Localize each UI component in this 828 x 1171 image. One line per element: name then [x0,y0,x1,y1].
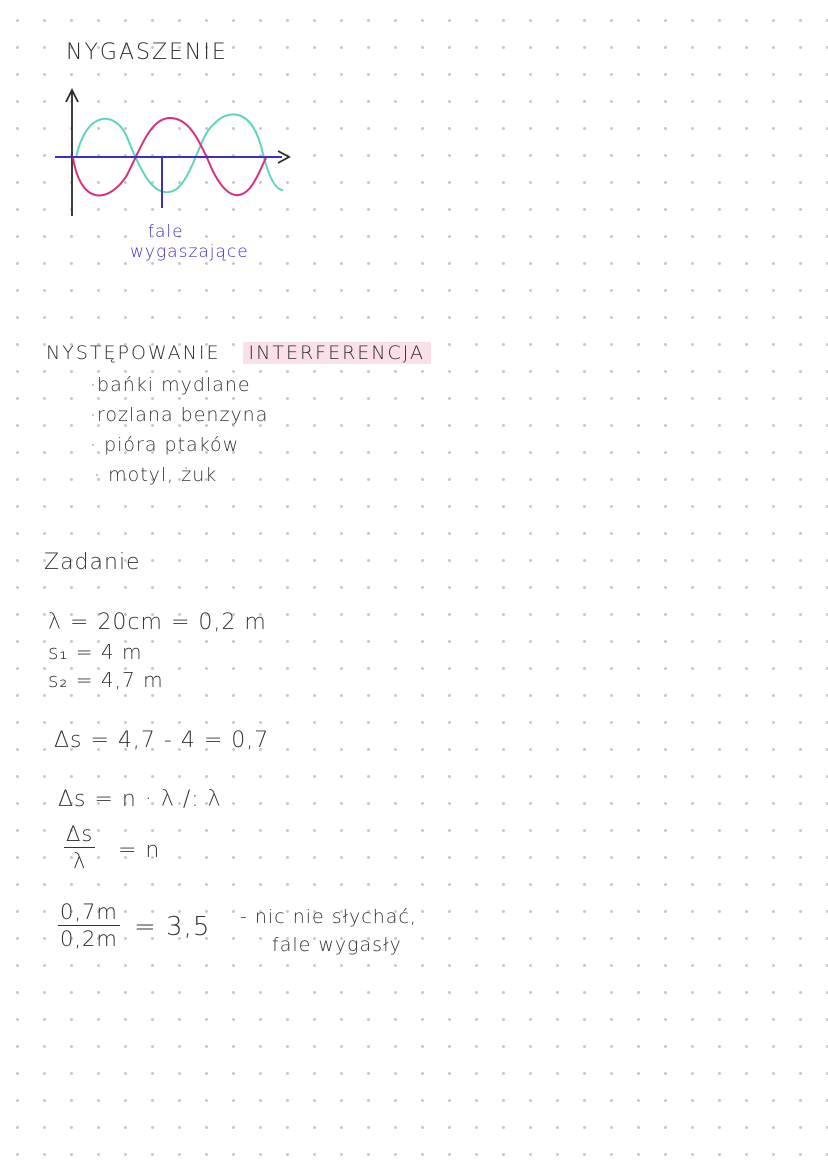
task-title: Zadanie [44,550,141,575]
section-title-wygaszenie: NYGASZENIE [66,40,228,65]
fraction-bar [64,847,95,848]
section-title-part1: NYSTĘPOWANIE [46,342,221,364]
calc-denominator: 0,2m [60,927,118,951]
delta-s-calculation: Δs = 4,7 - 4 = 0,7 [54,728,270,753]
given-lambda: λ = 20cm = 0,2 m [48,610,267,635]
list-item: ·rozlana benzyna [90,404,269,426]
calc-numerator: 0,7m [60,900,118,924]
ratio-result: = n [118,838,161,863]
wave-teal [76,114,283,192]
fraction-bar [58,925,120,926]
section-title-wystepowanie [46,342,431,364]
calc-fraction [58,900,120,951]
list-item: · motyl, żuk [94,464,218,486]
ratio-denominator: λ [72,849,87,873]
diagram-caption-line2: wygaszające [130,242,249,262]
ratio-numerator: Δs [66,822,94,846]
path-difference-formula: Δs = n · λ /: λ [58,787,222,812]
conclusion-line1: - nic nie słychać, [240,906,417,928]
list-item: · pióra ptaków [90,434,240,456]
list-item: ·bańki mydlane [90,374,251,396]
section-title-part2-highlighted: INTERFERENCJA [243,342,432,364]
calc-result: = 3,5 [134,912,211,942]
given-s2: s₂ = 4,7 m [48,668,164,692]
diagram-caption-line1: fale [148,222,184,242]
conclusion-line2: fale wygasły [272,934,402,956]
given-s1: s₁ = 4 m [48,640,143,664]
ratio-fraction [64,822,95,873]
